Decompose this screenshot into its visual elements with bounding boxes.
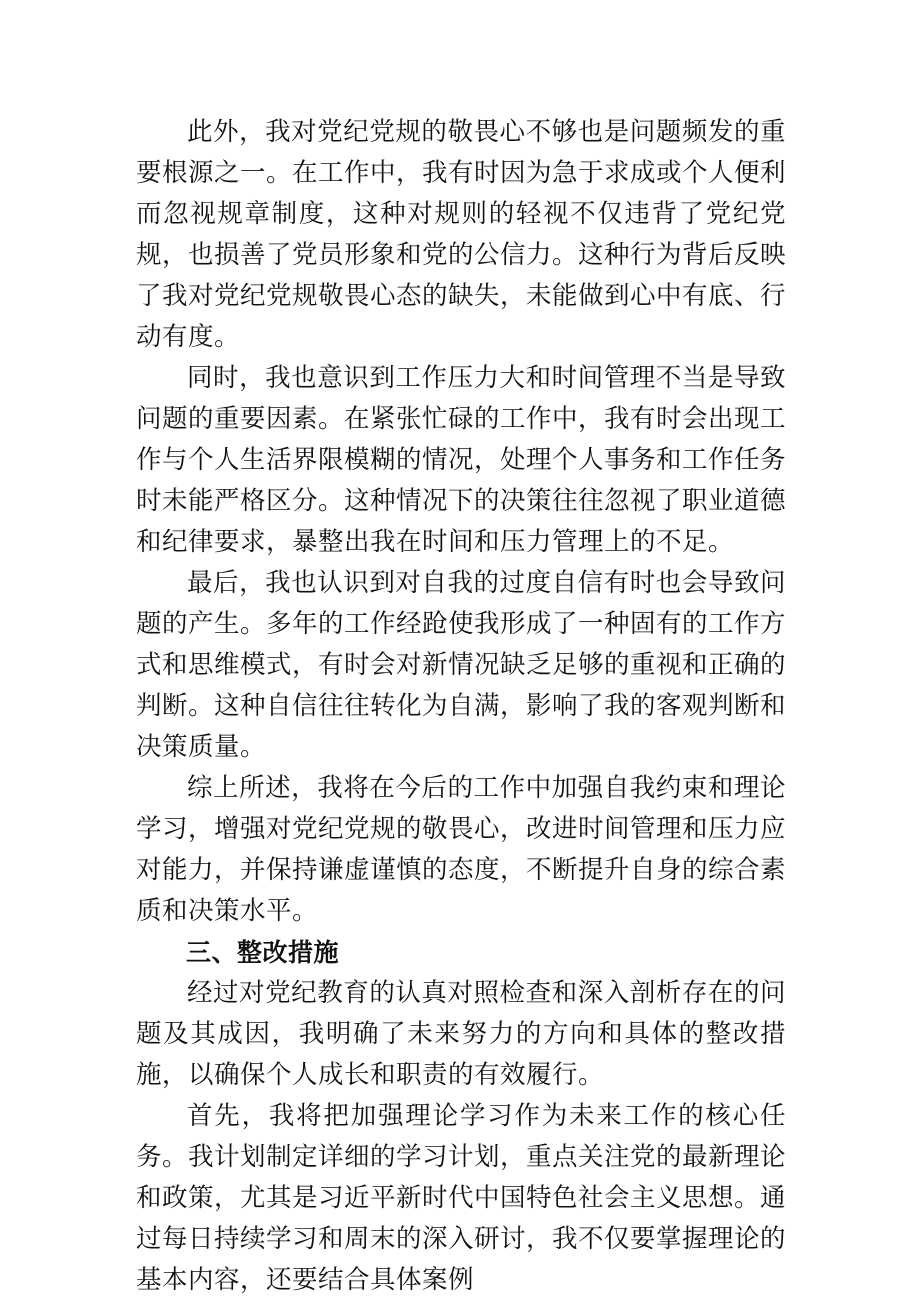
document-body xyxy=(136,112,786,1301)
paragraph-work-pressure: 同时，我也意识到工作压力大和时间管理不当是导致问题的重要因素。在紧张忙碌的工作中，我有时会出现工作与个人生活界限模糊的情况，处理个人事务和工作任务时未能严格区分。这种情况下的决策往往忽视了职业道德和纪律要求，暴整出我在时间和压力管理上的不足。 xyxy=(136,363,787,557)
paragraph-rectification-intro: 经过对党纪教育的认真对照检查和深入剖析存在的问题及其成因，我明确了未来努力的方向和具体的整改措施，以确保个人成长和职责的有效履行。 xyxy=(136,978,786,1090)
section-heading-rectification: 三、整改措施 xyxy=(186,938,340,967)
paragraph-summary: 综上所述，我将在今后的工作中加强自我约束和理论学习，增强对党纪党规的敬畏心，改进时间管理和压力应对能力，并保持谦虚谨慎的态度，不断提升自身的综合素质和决策水平。 xyxy=(136,773,787,926)
paragraph-overconfidence: 最后，我也认识到对自我的过度自信有时也会导致问题的产生。多年的工作经跄使我形成了一种固有的工作方式和思维模式，有时会对新情况缺乏足够的重视和正确的判断。这种自信往往转化为自满，影响了我的客观判断和决策质量。 xyxy=(136,568,787,762)
paragraph-theory-study: 首先，我将把加强理论学习作为未来工作的核心任务。我计划制定详细的学习计划，重点关注党的最新理论和政策，尤其是习近平新时代中国特色社会主义思想。通过每日持续学习和周末的深入研讨，我不仅要掌握理论的基本内容，还要结合具体案例 xyxy=(136,1101,787,1295)
paragraph-respect-for-rules: 此外，我对党纪党规的敬畏心不够也是问题频发的重要根源之一。在工作中，我有时因为急于求成或个人便利而忽视规章制度，这种对规则的轻视不仅违背了党纪党规，也损善了党员形象和党的公信力。这种行为背后反映了我对党纪党规敬畏心态的缺失，未能做到心中有底、行动有度。 xyxy=(136,117,787,352)
